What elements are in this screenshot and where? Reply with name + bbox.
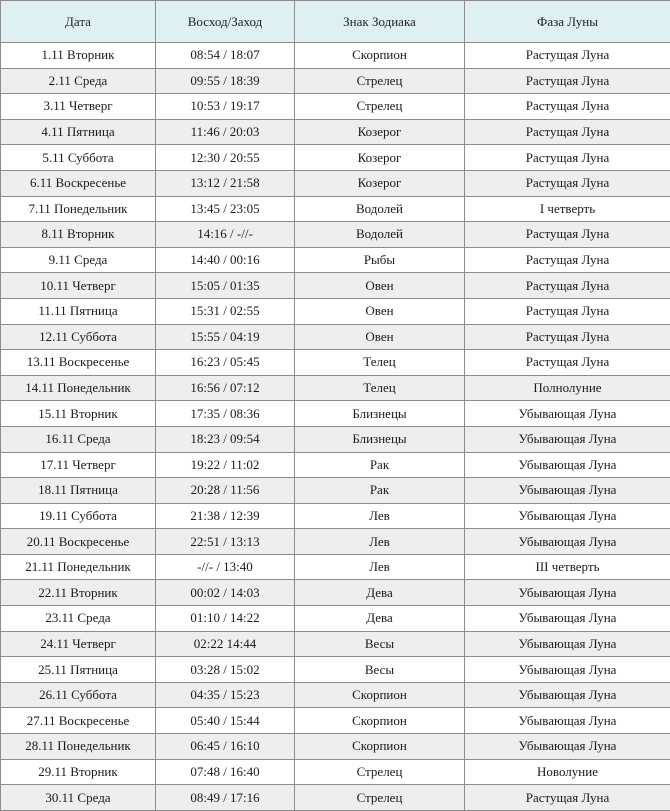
cell-moon-phase: Растущая Луна <box>465 222 670 248</box>
cell-date: 19.11 Суббота <box>1 503 156 529</box>
cell-zodiac: Стрелец <box>295 759 465 785</box>
cell-date: 10.11 Четверг <box>1 273 156 299</box>
cell-rise-set: 20:28 / 11:56 <box>156 478 295 504</box>
cell-zodiac: Козерог <box>295 170 465 196</box>
table-row <box>1 298 670 324</box>
cell-moon-phase: Полнолуние <box>465 375 670 401</box>
cell-zodiac: Овен <box>295 273 465 299</box>
table-row <box>1 682 670 708</box>
cell-zodiac: Дева <box>295 580 465 606</box>
cell-zodiac: Близнецы <box>295 401 465 427</box>
cell-date: 29.11 Вторник <box>1 759 156 785</box>
cell-moon-phase: Убывающая Луна <box>465 580 670 606</box>
cell-moon-phase: Убывающая Луна <box>465 734 670 760</box>
cell-zodiac: Скорпион <box>295 708 465 734</box>
cell-rise-set: 04:35 / 15:23 <box>156 682 295 708</box>
cell-moon-phase: Убывающая Луна <box>465 503 670 529</box>
cell-moon-phase: Убывающая Луна <box>465 478 670 504</box>
cell-moon-phase: Растущая Луна <box>465 350 670 376</box>
cell-date: 8.11 Вторник <box>1 222 156 248</box>
cell-rise-set: 16:56 / 07:12 <box>156 375 295 401</box>
cell-moon-phase: Растущая Луна <box>465 247 670 273</box>
cell-moon-phase: Растущая Луна <box>465 273 670 299</box>
cell-date: 11.11 Пятница <box>1 298 156 324</box>
cell-rise-set: 00:02 / 14:03 <box>156 580 295 606</box>
table-row <box>1 196 670 222</box>
cell-moon-phase: Новолуние <box>465 759 670 785</box>
cell-zodiac: Водолей <box>295 196 465 222</box>
cell-rise-set: 17:35 / 08:36 <box>156 401 295 427</box>
header-zodiac: Знак Зодиака <box>295 1 465 43</box>
cell-zodiac: Лев <box>295 503 465 529</box>
cell-moon-phase: Убывающая Луна <box>465 529 670 555</box>
cell-zodiac: Весы <box>295 657 465 683</box>
table-row <box>1 631 670 657</box>
cell-date: 3.11 Четверг <box>1 94 156 120</box>
table-row <box>1 785 670 811</box>
table-row <box>1 580 670 606</box>
cell-date: 12.11 Суббота <box>1 324 156 350</box>
cell-date: 5.11 Суббота <box>1 145 156 171</box>
cell-date: 22.11 Вторник <box>1 580 156 606</box>
table-row <box>1 657 670 683</box>
cell-rise-set: 15:55 / 04:19 <box>156 324 295 350</box>
cell-rise-set: -//- / 13:40 <box>156 554 295 580</box>
cell-moon-phase: Растущая Луна <box>465 298 670 324</box>
cell-moon-phase: III четверть <box>465 554 670 580</box>
cell-rise-set: 08:54 / 18:07 <box>156 43 295 69</box>
table-row <box>1 478 670 504</box>
header-rise-set: Восход/Заход <box>156 1 295 43</box>
cell-zodiac: Овен <box>295 298 465 324</box>
table-row <box>1 68 670 94</box>
cell-zodiac: Лев <box>295 529 465 555</box>
cell-moon-phase: Растущая Луна <box>465 324 670 350</box>
cell-zodiac: Стрелец <box>295 785 465 811</box>
cell-rise-set: 22:51 / 13:13 <box>156 529 295 555</box>
cell-date: 20.11 Воскресенье <box>1 529 156 555</box>
cell-date: 28.11 Понедельник <box>1 734 156 760</box>
cell-date: 30.11 Среда <box>1 785 156 811</box>
cell-rise-set: 14:40 / 00:16 <box>156 247 295 273</box>
cell-zodiac: Козерог <box>295 119 465 145</box>
header-date: Дата <box>1 1 156 43</box>
cell-rise-set: 11:46 / 20:03 <box>156 119 295 145</box>
table-row <box>1 94 670 120</box>
cell-moon-phase: Убывающая Луна <box>465 657 670 683</box>
cell-moon-phase: Убывающая Луна <box>465 426 670 452</box>
cell-rise-set: 08:49 / 17:16 <box>156 785 295 811</box>
cell-date: 21.11 Понедельник <box>1 554 156 580</box>
table-row <box>1 375 670 401</box>
table-row <box>1 170 670 196</box>
cell-moon-phase: Убывающая Луна <box>465 682 670 708</box>
table-row <box>1 426 670 452</box>
cell-moon-phase: Растущая Луна <box>465 170 670 196</box>
cell-date: 9.11 Среда <box>1 247 156 273</box>
cell-rise-set: 06:45 / 16:10 <box>156 734 295 760</box>
cell-moon-phase: Растущая Луна <box>465 785 670 811</box>
cell-moon-phase: Растущая Луна <box>465 94 670 120</box>
table-row <box>1 324 670 350</box>
cell-rise-set: 12:30 / 20:55 <box>156 145 295 171</box>
cell-date: 23.11 Среда <box>1 606 156 632</box>
cell-moon-phase: Убывающая Луна <box>465 708 670 734</box>
cell-zodiac: Дева <box>295 606 465 632</box>
cell-zodiac: Телец <box>295 350 465 376</box>
cell-zodiac: Рак <box>295 452 465 478</box>
cell-date: 24.11 Четверг <box>1 631 156 657</box>
cell-moon-phase: Убывающая Луна <box>465 401 670 427</box>
table-row <box>1 734 670 760</box>
cell-date: 4.11 Пятница <box>1 119 156 145</box>
cell-rise-set: 03:28 / 15:02 <box>156 657 295 683</box>
cell-rise-set: 15:05 / 01:35 <box>156 273 295 299</box>
cell-zodiac: Скорпион <box>295 734 465 760</box>
cell-zodiac: Скорпион <box>295 43 465 69</box>
cell-rise-set: 05:40 / 15:44 <box>156 708 295 734</box>
cell-moon-phase: Убывающая Луна <box>465 606 670 632</box>
cell-zodiac: Весы <box>295 631 465 657</box>
cell-date: 17.11 Четверг <box>1 452 156 478</box>
cell-date: 18.11 Пятница <box>1 478 156 504</box>
cell-rise-set: 07:48 / 16:40 <box>156 759 295 785</box>
cell-date: 7.11 Понедельник <box>1 196 156 222</box>
table-row <box>1 247 670 273</box>
cell-rise-set: 02:22 14:44 <box>156 631 295 657</box>
table-row <box>1 350 670 376</box>
table-row <box>1 759 670 785</box>
cell-date: 1.11 Вторник <box>1 43 156 69</box>
table-row <box>1 145 670 171</box>
table-row <box>1 554 670 580</box>
cell-zodiac: Козерог <box>295 145 465 171</box>
table-row <box>1 273 670 299</box>
table-row <box>1 708 670 734</box>
cell-date: 25.11 Пятница <box>1 657 156 683</box>
cell-rise-set: 13:45 / 23:05 <box>156 196 295 222</box>
cell-date: 14.11 Понедельник <box>1 375 156 401</box>
header-moon-phase: Фаза Луны <box>465 1 670 43</box>
cell-date: 2.11 Среда <box>1 68 156 94</box>
cell-moon-phase: Растущая Луна <box>465 119 670 145</box>
table-row <box>1 43 670 69</box>
cell-date: 13.11 Воскресенье <box>1 350 156 376</box>
cell-moon-phase: Растущая Луна <box>465 68 670 94</box>
cell-moon-phase: Растущая Луна <box>465 43 670 69</box>
cell-date: 27.11 Воскресенье <box>1 708 156 734</box>
cell-rise-set: 16:23 / 05:45 <box>156 350 295 376</box>
cell-zodiac: Рыбы <box>295 247 465 273</box>
cell-rise-set: 09:55 / 18:39 <box>156 68 295 94</box>
cell-zodiac: Близнецы <box>295 426 465 452</box>
cell-date: 16.11 Среда <box>1 426 156 452</box>
table-row <box>1 222 670 248</box>
cell-zodiac: Водолей <box>295 222 465 248</box>
cell-zodiac: Стрелец <box>295 94 465 120</box>
table-row <box>1 119 670 145</box>
cell-zodiac: Скорпион <box>295 682 465 708</box>
cell-rise-set: 18:23 / 09:54 <box>156 426 295 452</box>
cell-date: 26.11 Суббота <box>1 682 156 708</box>
table-row <box>1 503 670 529</box>
cell-rise-set: 19:22 / 11:02 <box>156 452 295 478</box>
cell-rise-set: 10:53 / 19:17 <box>156 94 295 120</box>
cell-zodiac: Лев <box>295 554 465 580</box>
cell-rise-set: 15:31 / 02:55 <box>156 298 295 324</box>
table-row <box>1 401 670 427</box>
cell-zodiac: Телец <box>295 375 465 401</box>
cell-moon-phase: Убывающая Луна <box>465 452 670 478</box>
cell-rise-set: 14:16 / -//- <box>156 222 295 248</box>
cell-date: 6.11 Воскресенье <box>1 170 156 196</box>
cell-zodiac: Овен <box>295 324 465 350</box>
header-row <box>1 1 670 43</box>
cell-moon-phase: Убывающая Луна <box>465 631 670 657</box>
cell-rise-set: 21:38 / 12:39 <box>156 503 295 529</box>
table-row <box>1 529 670 555</box>
table-row <box>1 606 670 632</box>
cell-moon-phase: Растущая Луна <box>465 145 670 171</box>
cell-rise-set: 13:12 / 21:58 <box>156 170 295 196</box>
cell-zodiac: Стрелец <box>295 68 465 94</box>
cell-rise-set: 01:10 / 14:22 <box>156 606 295 632</box>
cell-zodiac: Рак <box>295 478 465 504</box>
table-row <box>1 452 670 478</box>
cell-moon-phase: I четверть <box>465 196 670 222</box>
cell-date: 15.11 Вторник <box>1 401 156 427</box>
